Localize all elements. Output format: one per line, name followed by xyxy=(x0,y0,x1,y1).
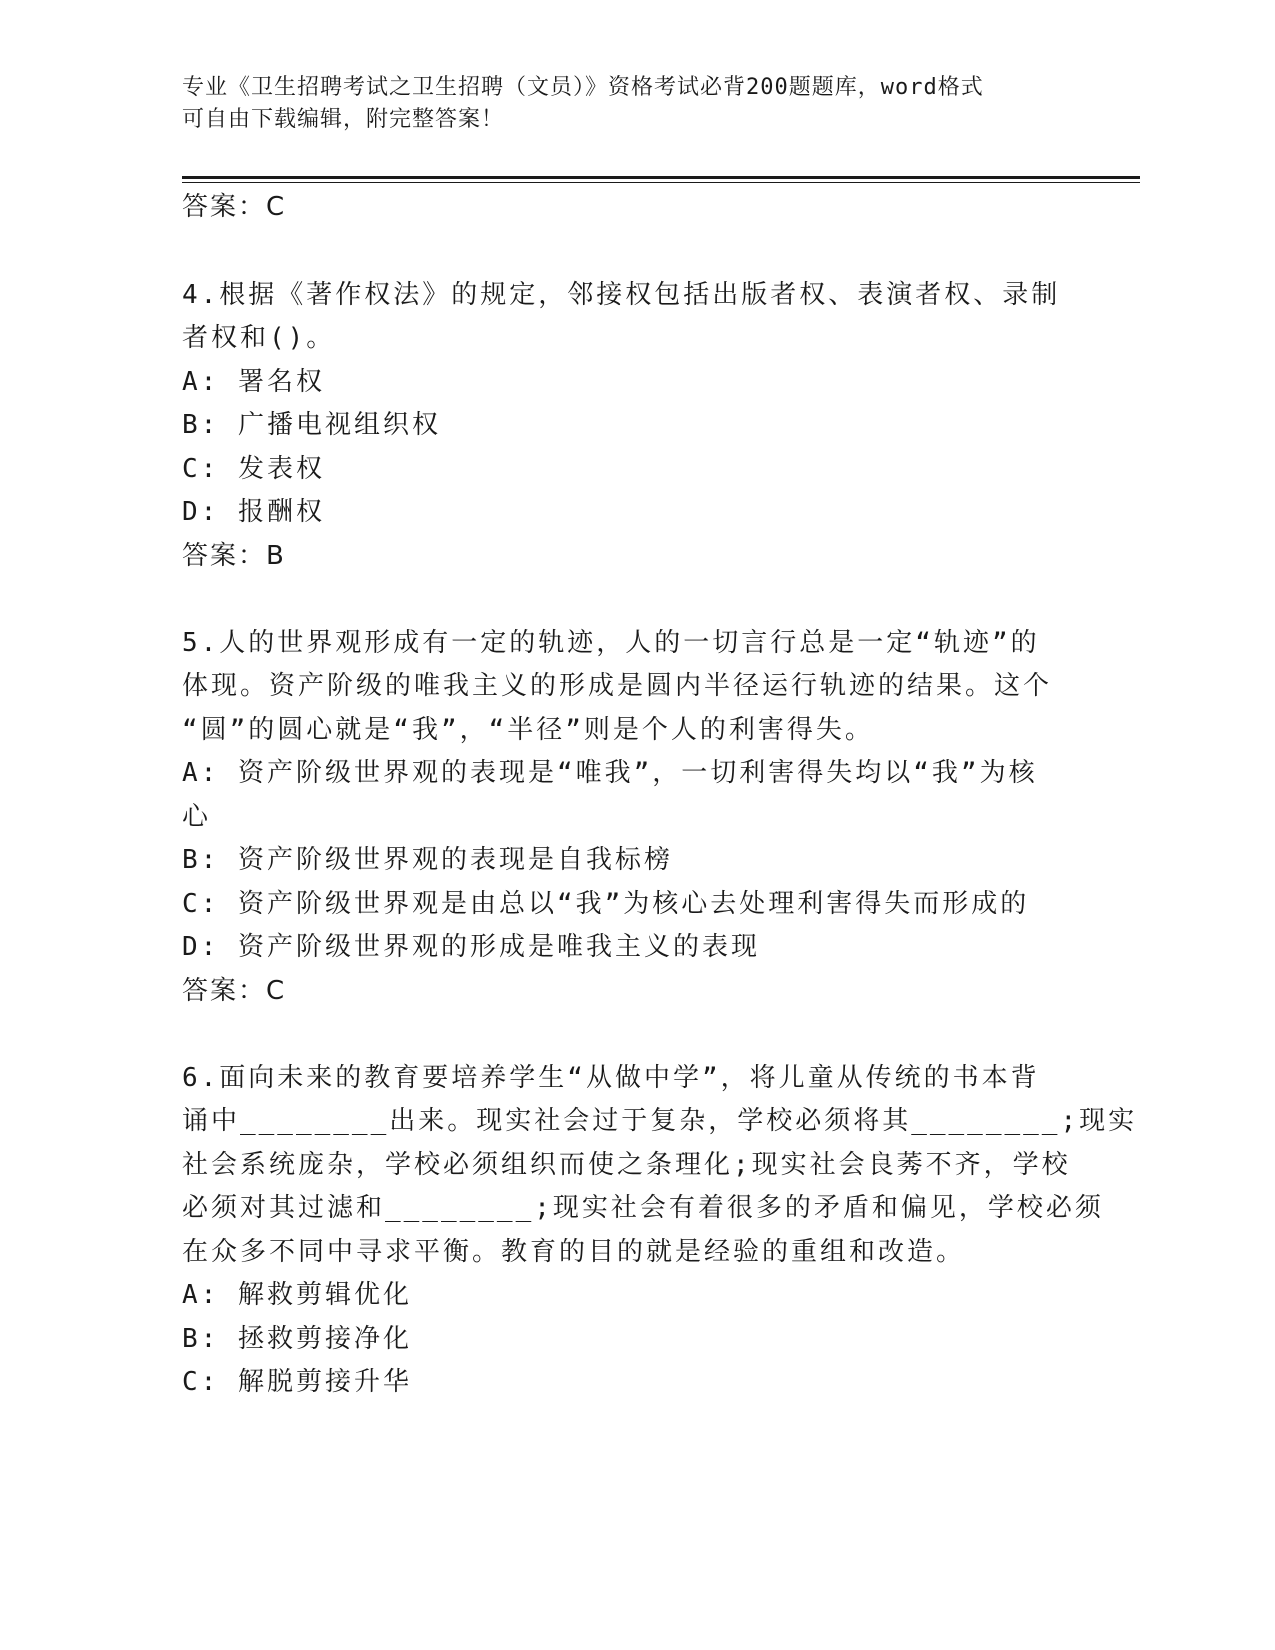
q5-option-a-line-1: A: 资产阶级世界观的表现是“唯我”，一切利害得失均以“我”为核 xyxy=(182,758,1038,788)
q4-stem-line-1: 4.根据《著作权法》的规定，邻接权包括出版者权、表演者权、录制 xyxy=(182,280,1061,310)
q5-option-b: B: 资产阶级世界观的表现是自我标榜 xyxy=(182,845,673,875)
q5-stem-line-1: 5.人的世界观形成有一定的轨迹，人的一切言行总是一定“轨迹”的 xyxy=(182,628,1040,658)
q5-stem-line-2: 体现。资产阶级的唯我主义的形成是圆内半径运行轨迹的结果。这个 xyxy=(182,671,1053,701)
document-header xyxy=(182,72,1082,136)
q6-stem-line-4: 必须对其过滤和________;现实社会有着很多的矛盾和偏见，学校必须 xyxy=(182,1193,1104,1223)
q4-option-d: D: 报酬权 xyxy=(182,497,325,527)
q4-option-a: A: 署名权 xyxy=(182,367,325,397)
q4-option-b: B: 广播电视组织权 xyxy=(182,410,441,440)
q4-stem-line-2: 者权和()。 xyxy=(182,323,336,353)
header-line-1: 专业《卫生招聘考试之卫生招聘（文员）》资格考试必背200题题库，word格式 xyxy=(182,75,984,100)
q4-answer: 答案：B xyxy=(182,541,286,571)
q6-option-a: A: 解救剪辑优化 xyxy=(182,1280,412,1310)
q4-option-c: C: 发表权 xyxy=(182,454,325,484)
q6-stem-line-2: 诵中________出来。现实社会过于复杂，学校必须将其________;现实 xyxy=(182,1106,1138,1136)
q5-option-c: C: 资产阶级世界观是由总以“我”为核心去处理利害得失而形成的 xyxy=(182,889,1030,919)
q5-option-d: D: 资产阶级世界观的形成是唯我主义的表现 xyxy=(182,932,760,962)
q6-stem-line-5: 在众多不同中寻求平衡。教育的目的就是经验的重组和改造。 xyxy=(182,1237,966,1267)
q5-stem-line-3: “圆”的圆心就是“我”，“半径”则是个人的利害得失。 xyxy=(182,715,874,745)
q6-option-b: B: 拯救剪接净化 xyxy=(182,1324,412,1354)
header-rule-thick xyxy=(182,176,1140,179)
prev-answer: 答案：C xyxy=(182,192,287,222)
q6-stem-line-3: 社会系统庞杂，学校必须组织而使之条理化;现实社会良莠不齐，学校 xyxy=(182,1150,1071,1180)
q6-stem-line-1: 6.面向未来的教育要培养学生“从做中学”，将儿童从传统的书本背 xyxy=(182,1063,1040,1093)
q5-option-a-line-2: 心 xyxy=(182,802,212,832)
q6-option-c: C: 解脱剪接升华 xyxy=(182,1367,412,1397)
q5-answer: 答案：C xyxy=(182,976,287,1006)
header-rule-thin xyxy=(182,182,1140,183)
header-line-2: 可自由下载编辑，附完整答案！ xyxy=(182,107,505,132)
